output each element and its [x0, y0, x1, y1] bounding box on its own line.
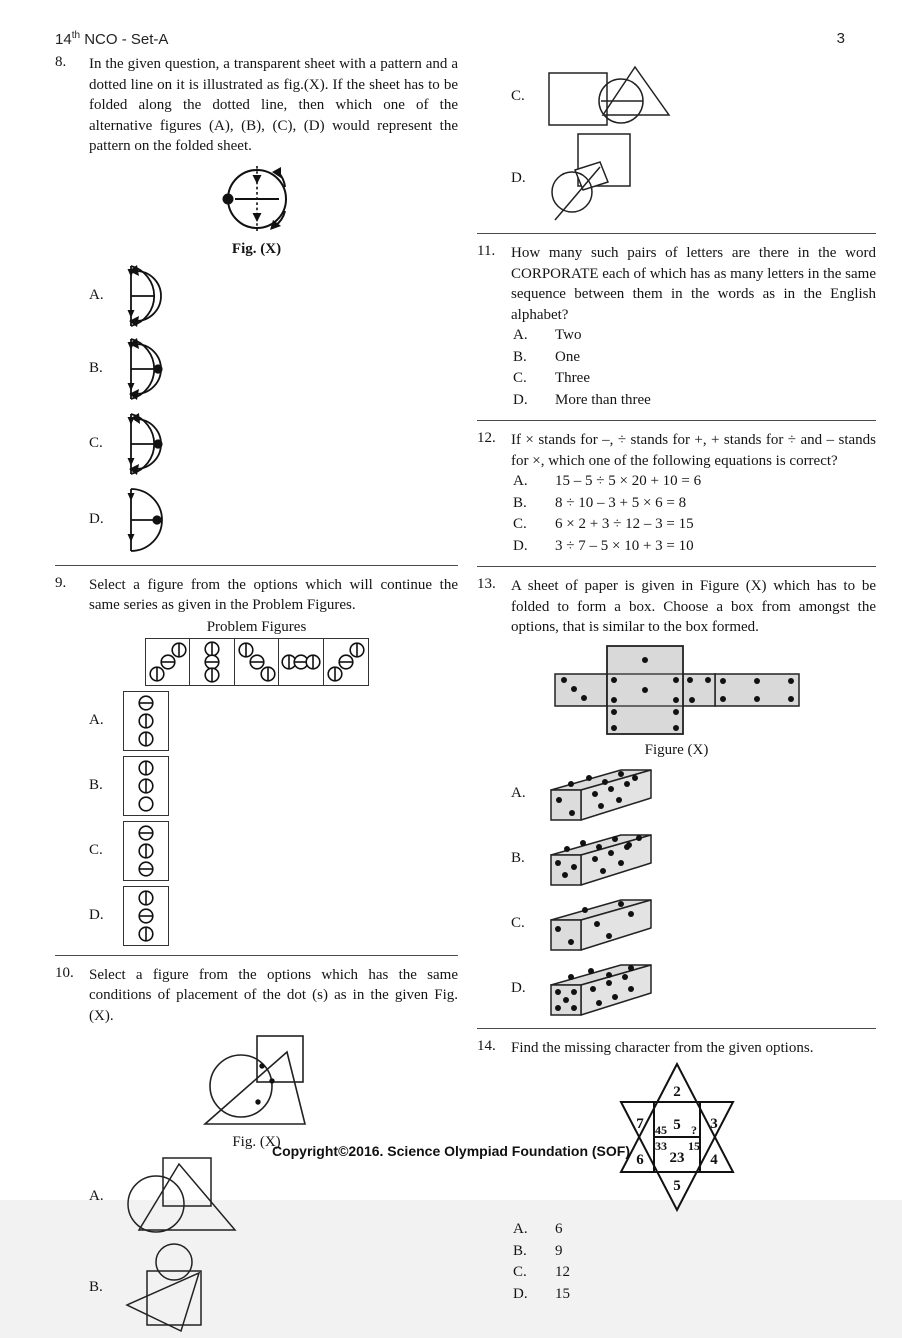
page-header	[55, 30, 168, 48]
q14-star-center-top: 5	[672, 1117, 681, 1133]
q8-figure-x	[55, 163, 458, 258]
q13-option-a	[511, 764, 876, 824]
q10-figure-x	[55, 1032, 458, 1151]
q10-fig-label: Fig. (X)	[232, 1134, 281, 1150]
q9-problem-cell	[189, 638, 235, 686]
q8-fig-label: Fig. (X)	[231, 240, 282, 257]
q13-option-b-figure	[545, 829, 657, 889]
question-9	[55, 575, 458, 946]
question-14	[477, 1038, 876, 1306]
q9-option-a-figure	[123, 691, 169, 751]
q12-option-d-text: 3 ÷ 7 – 5 × 10 + 3 = 10	[555, 537, 694, 554]
q14-star-right-lower: 15	[687, 1139, 700, 1153]
q10-option-b-figure	[123, 1241, 218, 1333]
q12-option-b-letter: B.	[513, 494, 527, 511]
q13-option-a-figure	[545, 764, 657, 824]
q10-option-d-figure	[545, 132, 650, 224]
q8-option-c-letter: C.	[89, 435, 103, 451]
q11-option-c	[477, 368, 876, 390]
q14-star-right-upper: ?	[690, 1123, 697, 1137]
header-title-rest: NCO - Set-A	[80, 31, 169, 48]
question-13	[477, 576, 876, 1019]
q12-option-a-text: 15 – 5 ÷ 5 × 20 + 10 = 6	[555, 473, 702, 489]
q13-figure-x	[477, 644, 876, 759]
divider	[477, 233, 876, 234]
q14-star-bottom: 5	[672, 1178, 681, 1194]
q14-option-c-text: 12	[555, 1264, 570, 1280]
q11-option-b	[477, 347, 876, 369]
q12-option-c-text: 6 × 2 + 3 ÷ 12 – 3 = 15	[555, 516, 694, 532]
q10-option-b	[89, 1241, 458, 1333]
q8-option-d-letter: D.	[89, 511, 104, 527]
q14-option-b-text: 9	[555, 1242, 563, 1259]
q8-option-b-figure	[123, 334, 171, 404]
q12-option-c	[477, 514, 876, 536]
q11-option-d-text: More than three	[555, 391, 651, 408]
q13-option-d	[511, 959, 876, 1019]
q14-option-a-letter: A.	[513, 1221, 528, 1237]
q11-option-a-letter: A.	[513, 327, 528, 343]
q8-option-a-figure	[123, 263, 171, 329]
q8-fig-x-graphic	[219, 163, 295, 235]
q14-star-left-upper: 45	[654, 1123, 667, 1137]
q9-text: Select a figure from the options which will continue the same series as given in the Problem Figures.	[89, 576, 458, 613]
q8-option-c	[89, 409, 458, 479]
q9-option-a	[89, 691, 458, 751]
q11-text: How many such pairs of letters are there in the word CORPORATE each of which has as many letters in the same sequence between them in the words as in the English alphabet?	[511, 245, 876, 323]
q14-star-graphic	[607, 1062, 747, 1212]
q12-option-b-text: 8 ÷ 10 – 3 + 5 × 6 = 8	[555, 494, 687, 511]
header-title-num: 14	[55, 31, 72, 48]
q13-net-graphic	[552, 644, 802, 736]
q8-option-c-figure	[123, 409, 171, 479]
q12-option-d	[477, 536, 876, 558]
q14-text: Find the missing character from the given options.	[511, 1039, 814, 1056]
q11-option-b-text: One	[555, 348, 580, 365]
q14-star-lower-left: 6	[635, 1152, 644, 1168]
q8-number: 8.	[55, 54, 67, 70]
q10-option-a-letter: A.	[89, 1187, 104, 1204]
q10-option-a-figure	[123, 1156, 248, 1236]
q14-option-d	[477, 1284, 876, 1306]
q11-option-a-text: Two	[555, 327, 582, 343]
q10-option-a	[89, 1156, 458, 1236]
page-number: 3	[836, 30, 845, 47]
q13-option-d-letter: D.	[511, 980, 526, 996]
q12-option-a-letter: A.	[513, 473, 528, 489]
q10-option-c-figure	[545, 65, 677, 127]
footer-copyright: Copyright©2016. Science Olympiad Foundation (SOF)	[271, 1143, 631, 1159]
q9-option-c-letter: C.	[89, 842, 103, 858]
q8-text: In the given question, a transparent sheet with a pattern and a dotted line on it is illustrated as fig.(X). If the sheet has to be folded along the dotted line, then which one of the alternative figures (A), (B), (C), (D) would represent the pattern on the folded sheet.	[89, 56, 458, 154]
q11-option-c-letter: C.	[513, 370, 527, 386]
q10-fig-x-graphic	[199, 1032, 314, 1128]
q10-option-c	[511, 65, 876, 127]
q14-star-upper-right: 3	[709, 1116, 718, 1132]
q11-option-a	[477, 325, 876, 347]
q14-star-left-lower: 33	[654, 1139, 667, 1153]
q9-option-d-letter: D.	[89, 907, 104, 923]
q12-option-b	[477, 493, 876, 515]
q14-option-b	[477, 1241, 876, 1263]
q8-option-a	[89, 263, 458, 329]
q9-problem-cell	[278, 638, 324, 686]
q13-fig-label: Figure (X)	[644, 741, 709, 758]
q11-option-d-letter: D.	[513, 391, 528, 408]
q13-option-c-figure	[545, 894, 657, 954]
q9-option-c	[89, 821, 458, 881]
question-11	[477, 243, 876, 411]
q10-option-d-letter: D.	[511, 169, 526, 186]
q8-option-d-figure	[123, 484, 171, 556]
q12-number: 12.	[477, 430, 496, 446]
q14-option-c-letter: C.	[513, 1264, 527, 1280]
q10-option-d	[511, 132, 876, 224]
q13-text: A sheet of paper is given in Figure (X) which has to be folded to form a box. Choose a box from amongst the options, that is similar to the box formed.	[511, 578, 876, 635]
q10-text: Select a figure from the options which has the same conditions of placement of the dot (s) as in the given Fig. (X).	[89, 966, 458, 1024]
q9-option-d-figure	[123, 886, 169, 946]
q13-option-b	[511, 829, 876, 889]
q14-option-a-text: 6	[555, 1221, 563, 1237]
q10-option-c-letter: C.	[511, 87, 525, 104]
right-column	[477, 54, 876, 1305]
q14-option-a	[477, 1219, 876, 1241]
q14-option-d-text: 15	[555, 1285, 570, 1302]
q8-option-d	[89, 484, 458, 556]
q9-option-d	[89, 886, 458, 946]
q10-number: 10.	[55, 964, 74, 981]
q14-star-lower-right: 4	[709, 1152, 718, 1168]
q9-problem-cell	[323, 638, 369, 686]
q12-option-d-letter: D.	[513, 537, 528, 554]
q12-option-c-letter: C.	[513, 516, 527, 532]
q14-star-upper-left: 7	[635, 1116, 644, 1132]
q9-option-b-figure	[123, 756, 169, 816]
q9-problem-cell	[145, 638, 191, 686]
q14-number: 14.	[477, 1037, 496, 1054]
divider	[477, 420, 876, 421]
q9-option-b	[89, 756, 458, 816]
q13-option-b-letter: B.	[511, 850, 525, 866]
divider	[477, 566, 876, 567]
q14-star-figure	[477, 1062, 876, 1217]
q11-number: 11.	[477, 243, 496, 259]
q13-option-c	[511, 894, 876, 954]
q9-option-a-letter: A.	[89, 712, 104, 728]
q13-option-c-letter: C.	[511, 915, 525, 931]
q9-problem-figures	[55, 638, 458, 686]
q11-option-d	[477, 390, 876, 412]
q8-option-a-letter: A.	[89, 287, 104, 303]
q8-option-b-letter: B.	[89, 360, 103, 376]
divider	[55, 565, 458, 566]
q12-option-a	[477, 471, 876, 493]
q11-option-c-text: Three	[555, 370, 590, 386]
header-title-sup: th	[71, 30, 81, 41]
q12-text: If × stands for –, ÷ stands for +, + stands for ÷ and – stands for ×, which one of the following equations is correct?	[511, 432, 876, 469]
q9-problem-cell	[234, 638, 280, 686]
q9-problem-figures-label: Problem Figures	[206, 618, 307, 635]
q14-option-b-letter: B.	[513, 1242, 527, 1259]
q8-option-b	[89, 334, 458, 404]
q13-option-a-letter: A.	[511, 785, 526, 801]
q10-option-b-letter: B.	[89, 1278, 103, 1295]
q14-option-d-letter: D.	[513, 1285, 528, 1302]
q9-option-c-figure	[123, 821, 169, 881]
q14-star-top: 2	[672, 1084, 681, 1100]
divider	[55, 955, 458, 956]
q11-option-b-letter: B.	[513, 348, 527, 365]
question-10-continued	[477, 54, 876, 224]
question-12	[477, 430, 876, 557]
q9-option-b-letter: B.	[89, 777, 103, 793]
question-8	[55, 54, 458, 556]
q14-star-center-bottom: 23	[669, 1150, 684, 1166]
q13-option-d-figure	[545, 959, 657, 1019]
q13-number: 13.	[477, 576, 496, 592]
divider	[477, 1028, 876, 1029]
q9-number: 9.	[55, 574, 67, 591]
q14-option-c	[477, 1262, 876, 1284]
